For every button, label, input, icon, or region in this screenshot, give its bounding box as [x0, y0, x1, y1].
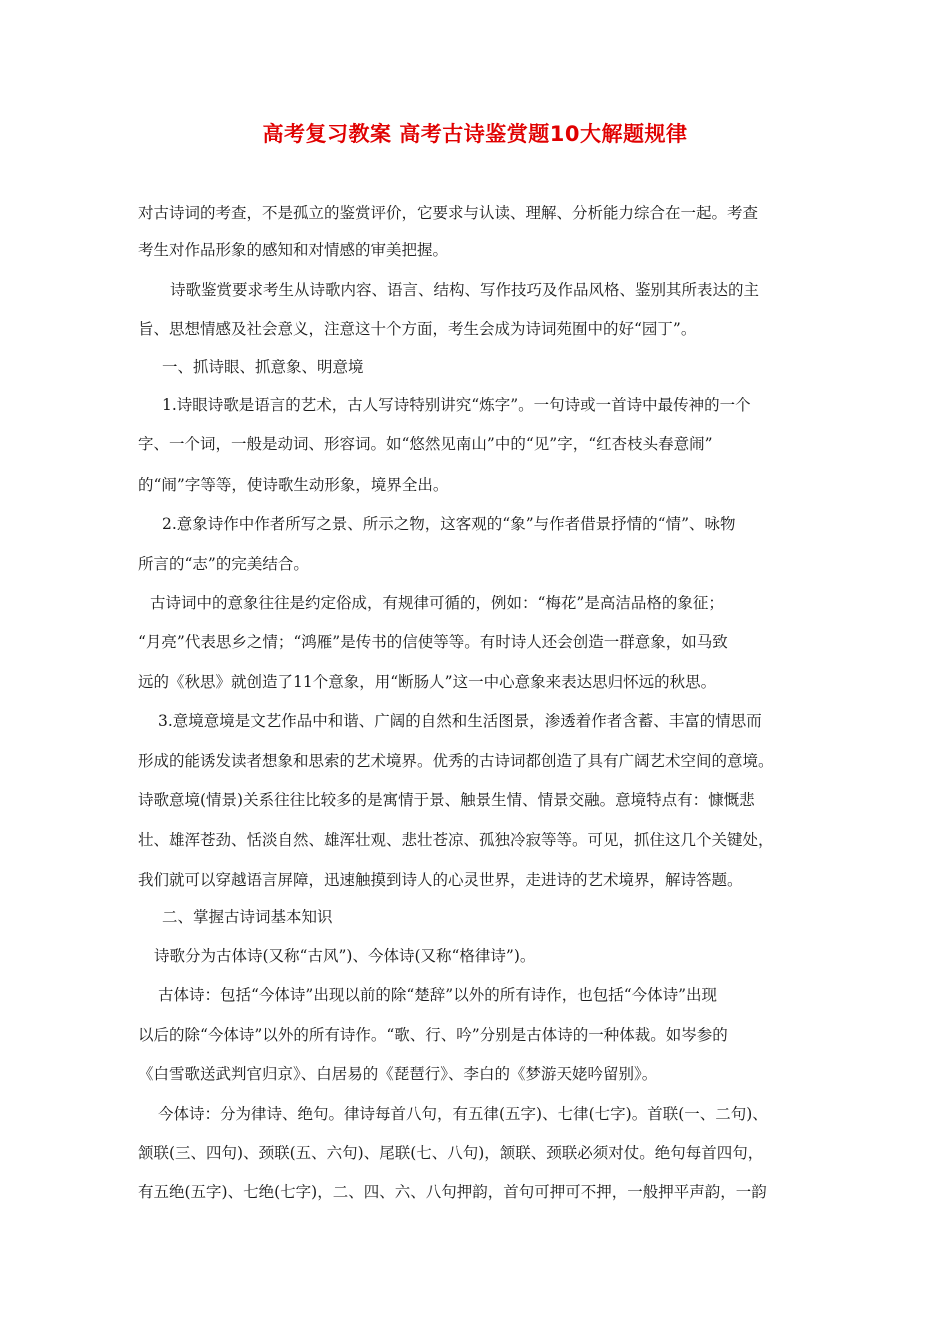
body-line: 远的《秋思》就创造了11个意象，用“断肠人”这一中心意象来表达思归怀远的秋思。 — [138, 673, 717, 691]
body-line: 颔联(三、四句)、颈联(五、六句)、尾联(七、八句)，颔联、颈联必须对仗。绝句每首四句， — [138, 1144, 764, 1162]
body-line: 《白雪歌送武判官归京》、白居易的《琵琶行》、李白的《梦游天姥吟留别》。 — [138, 1065, 658, 1083]
body-line: 古诗词中的意象往往是约定俗成，有规律可循的，例如：“梅花”是高洁品格的象征； — [150, 594, 724, 612]
section-heading: 二、掌握古诗词基本知识 — [162, 908, 333, 926]
body-line: 诗歌鉴赏要求考生从诗歌内容、语言、结构、写作技巧及作品风格、鉴别其所表达的主 — [170, 281, 760, 299]
body-line: 2.意象诗作中作者所写之景、所示之物，这客观的“象”与作者借景抒情的“情”、咏物 — [162, 515, 736, 533]
body-line: “月亮”代表思乡之情；“鸿雁”是传书的信使等等。有时诗人还会创造一群意象，如马致 — [138, 633, 728, 651]
body-line: 有五绝(五字)、七绝(七字)，二、四、六、八句押韵，首句可押可不押，一般押平声韵，一韵 — [138, 1183, 767, 1201]
body-line: 今体诗：分为律诗、绝句。律诗每首八句，有五律(五字)、七律(七字)。首联(一、二句)、 — [158, 1105, 768, 1123]
body-line: 诗歌分为古体诗(又称“古风”)、今体诗(又称“格律诗”)。 — [154, 947, 536, 965]
body-line: 诗歌意境(情景)关系往往比较多的是寓情于景、触景生情、情景交融。意境特点有：慷慨悲 — [138, 791, 755, 809]
body-line: 形成的能诱发读者想象和思索的艺术境界。优秀的古诗词都创造了具有广阔艺术空间的意境。 — [138, 752, 774, 770]
body-line: 1.诗眼诗歌是语言的艺术，古人写诗特别讲究“炼字”。一句诗或一首诗中最传神的一个 — [162, 396, 751, 414]
section-heading: 一、抓诗眼、抓意象、明意境 — [162, 358, 364, 376]
body-line: 的“闹”字等等，使诗歌生动形象，境界全出。 — [138, 476, 449, 494]
body-line: 所言的“志”的完美结合。 — [138, 555, 309, 573]
document-title: 高考复习教案 高考古诗鉴赏题10大解题规律 — [262, 122, 688, 146]
body-line: 考生对作品形象的感知和对情感的审美把握。 — [138, 241, 449, 259]
body-line: 旨、思想情感及社会意义，注意这十个方面，考生会成为诗词苑囿中的好“园丁”。 — [138, 320, 697, 338]
body-line: 以后的除“今体诗”以外的所有诗作。“歌、行、吟”分别是古体诗的一种体裁。如岑参的 — [138, 1026, 728, 1044]
body-line: 古体诗：包括“今体诗”出现以前的除“楚辞”以外的所有诗作，也包括“今体诗”出现 — [158, 986, 718, 1004]
body-line: 字、一个词，一般是动词、形容词。如“悠然见南山”中的“见”字，“红杏枝头春意闹” — [138, 435, 713, 453]
body-line: 我们就可以穿越语言屏障，迅速触摸到诗人的心灵世界，走进诗的艺术境界，解诗答题。 — [138, 871, 743, 889]
body-line: 壮、雄浑苍劲、恬淡自然、雄浑壮观、悲壮苍凉、孤独冷寂等等。可见，抓住这几个关键处， — [138, 831, 774, 849]
body-line: 3.意境意境是文艺作品中和谐、广阔的自然和生活图景，渗透着作者含蓄、丰富的情思而 — [158, 712, 762, 730]
body-line: 对古诗词的考查，不是孤立的鉴赏评价，它要求与认读、理解、分析能力综合在一起。考查 — [138, 204, 759, 222]
